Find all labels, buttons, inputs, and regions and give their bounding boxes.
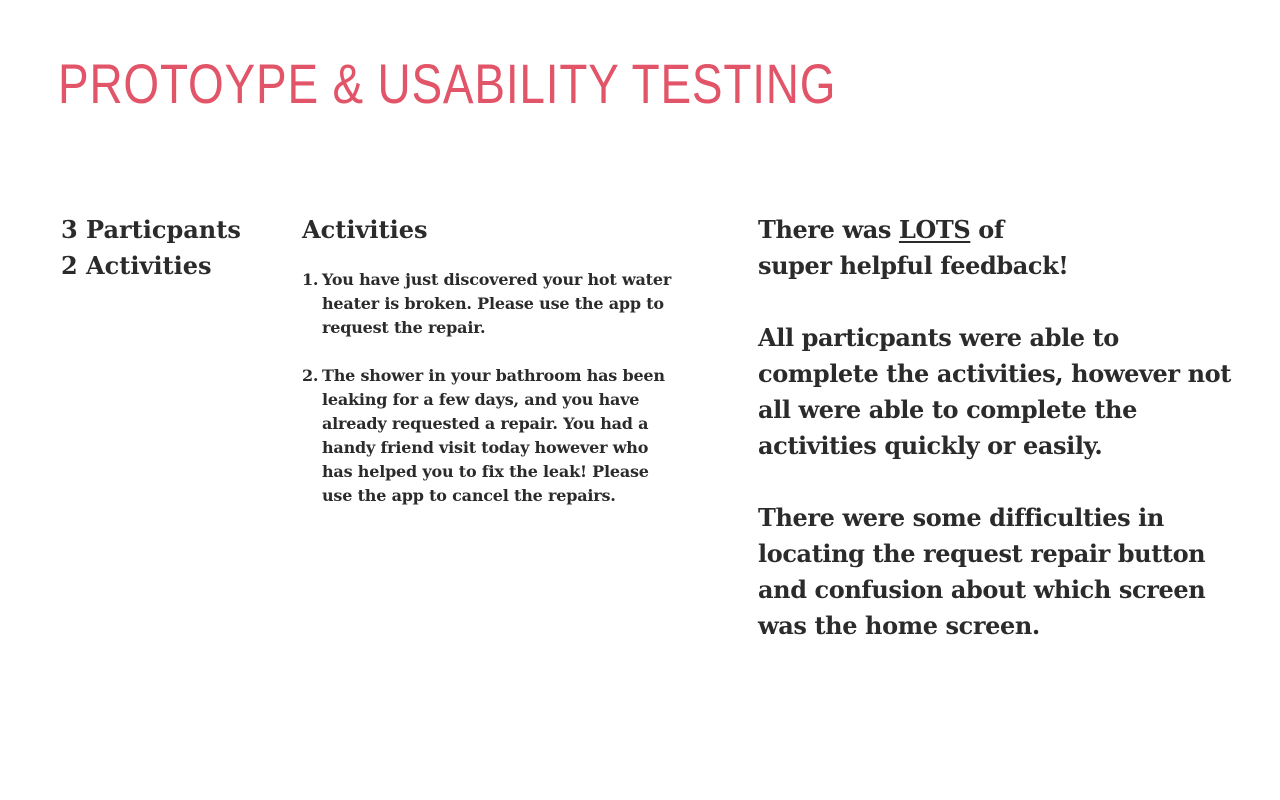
slide-title: PROTOYPE & USABILITY TESTING [58,52,837,115]
feedback-difficulties: There were some difficulties in locating the request repair button and confusion about which screen was the home screen. [758,503,1206,640]
activity-list [302,268,682,508]
feedback-completion: All particpants were able to complete the activities, however not all were able to complete the activities quickly or easily. [758,323,1231,460]
stats-column [61,212,281,284]
feedback-column [758,212,1238,680]
feedback-intro [758,212,1238,284]
activity-number: 2. [302,366,319,385]
activities-column [302,212,682,532]
participants-count: 3 Particpants [61,215,241,244]
activity-text: The shower in your bathroom has been leaking for a few days, and you have already requested a repair. You had a handy friend visit today however who has helped you to fix the leak! Please use the app to cancel the repairs. [322,366,665,505]
feedback-intro-line2: super helpful feedback! [758,251,1069,280]
activity-number: 1. [302,270,319,289]
activity-text: You have just discovered your hot water heater is broken. Please use the app to request the repair. [322,270,672,337]
activity-item-1 [302,268,682,340]
feedback-intro-after: of [970,215,1004,244]
activities-count: 2 Activities [61,251,212,280]
feedback-emphasis: LOTS [898,215,971,244]
activity-item-2 [302,364,682,508]
feedback-intro-before: There was [758,215,899,244]
activities-heading: Activities [302,215,428,244]
